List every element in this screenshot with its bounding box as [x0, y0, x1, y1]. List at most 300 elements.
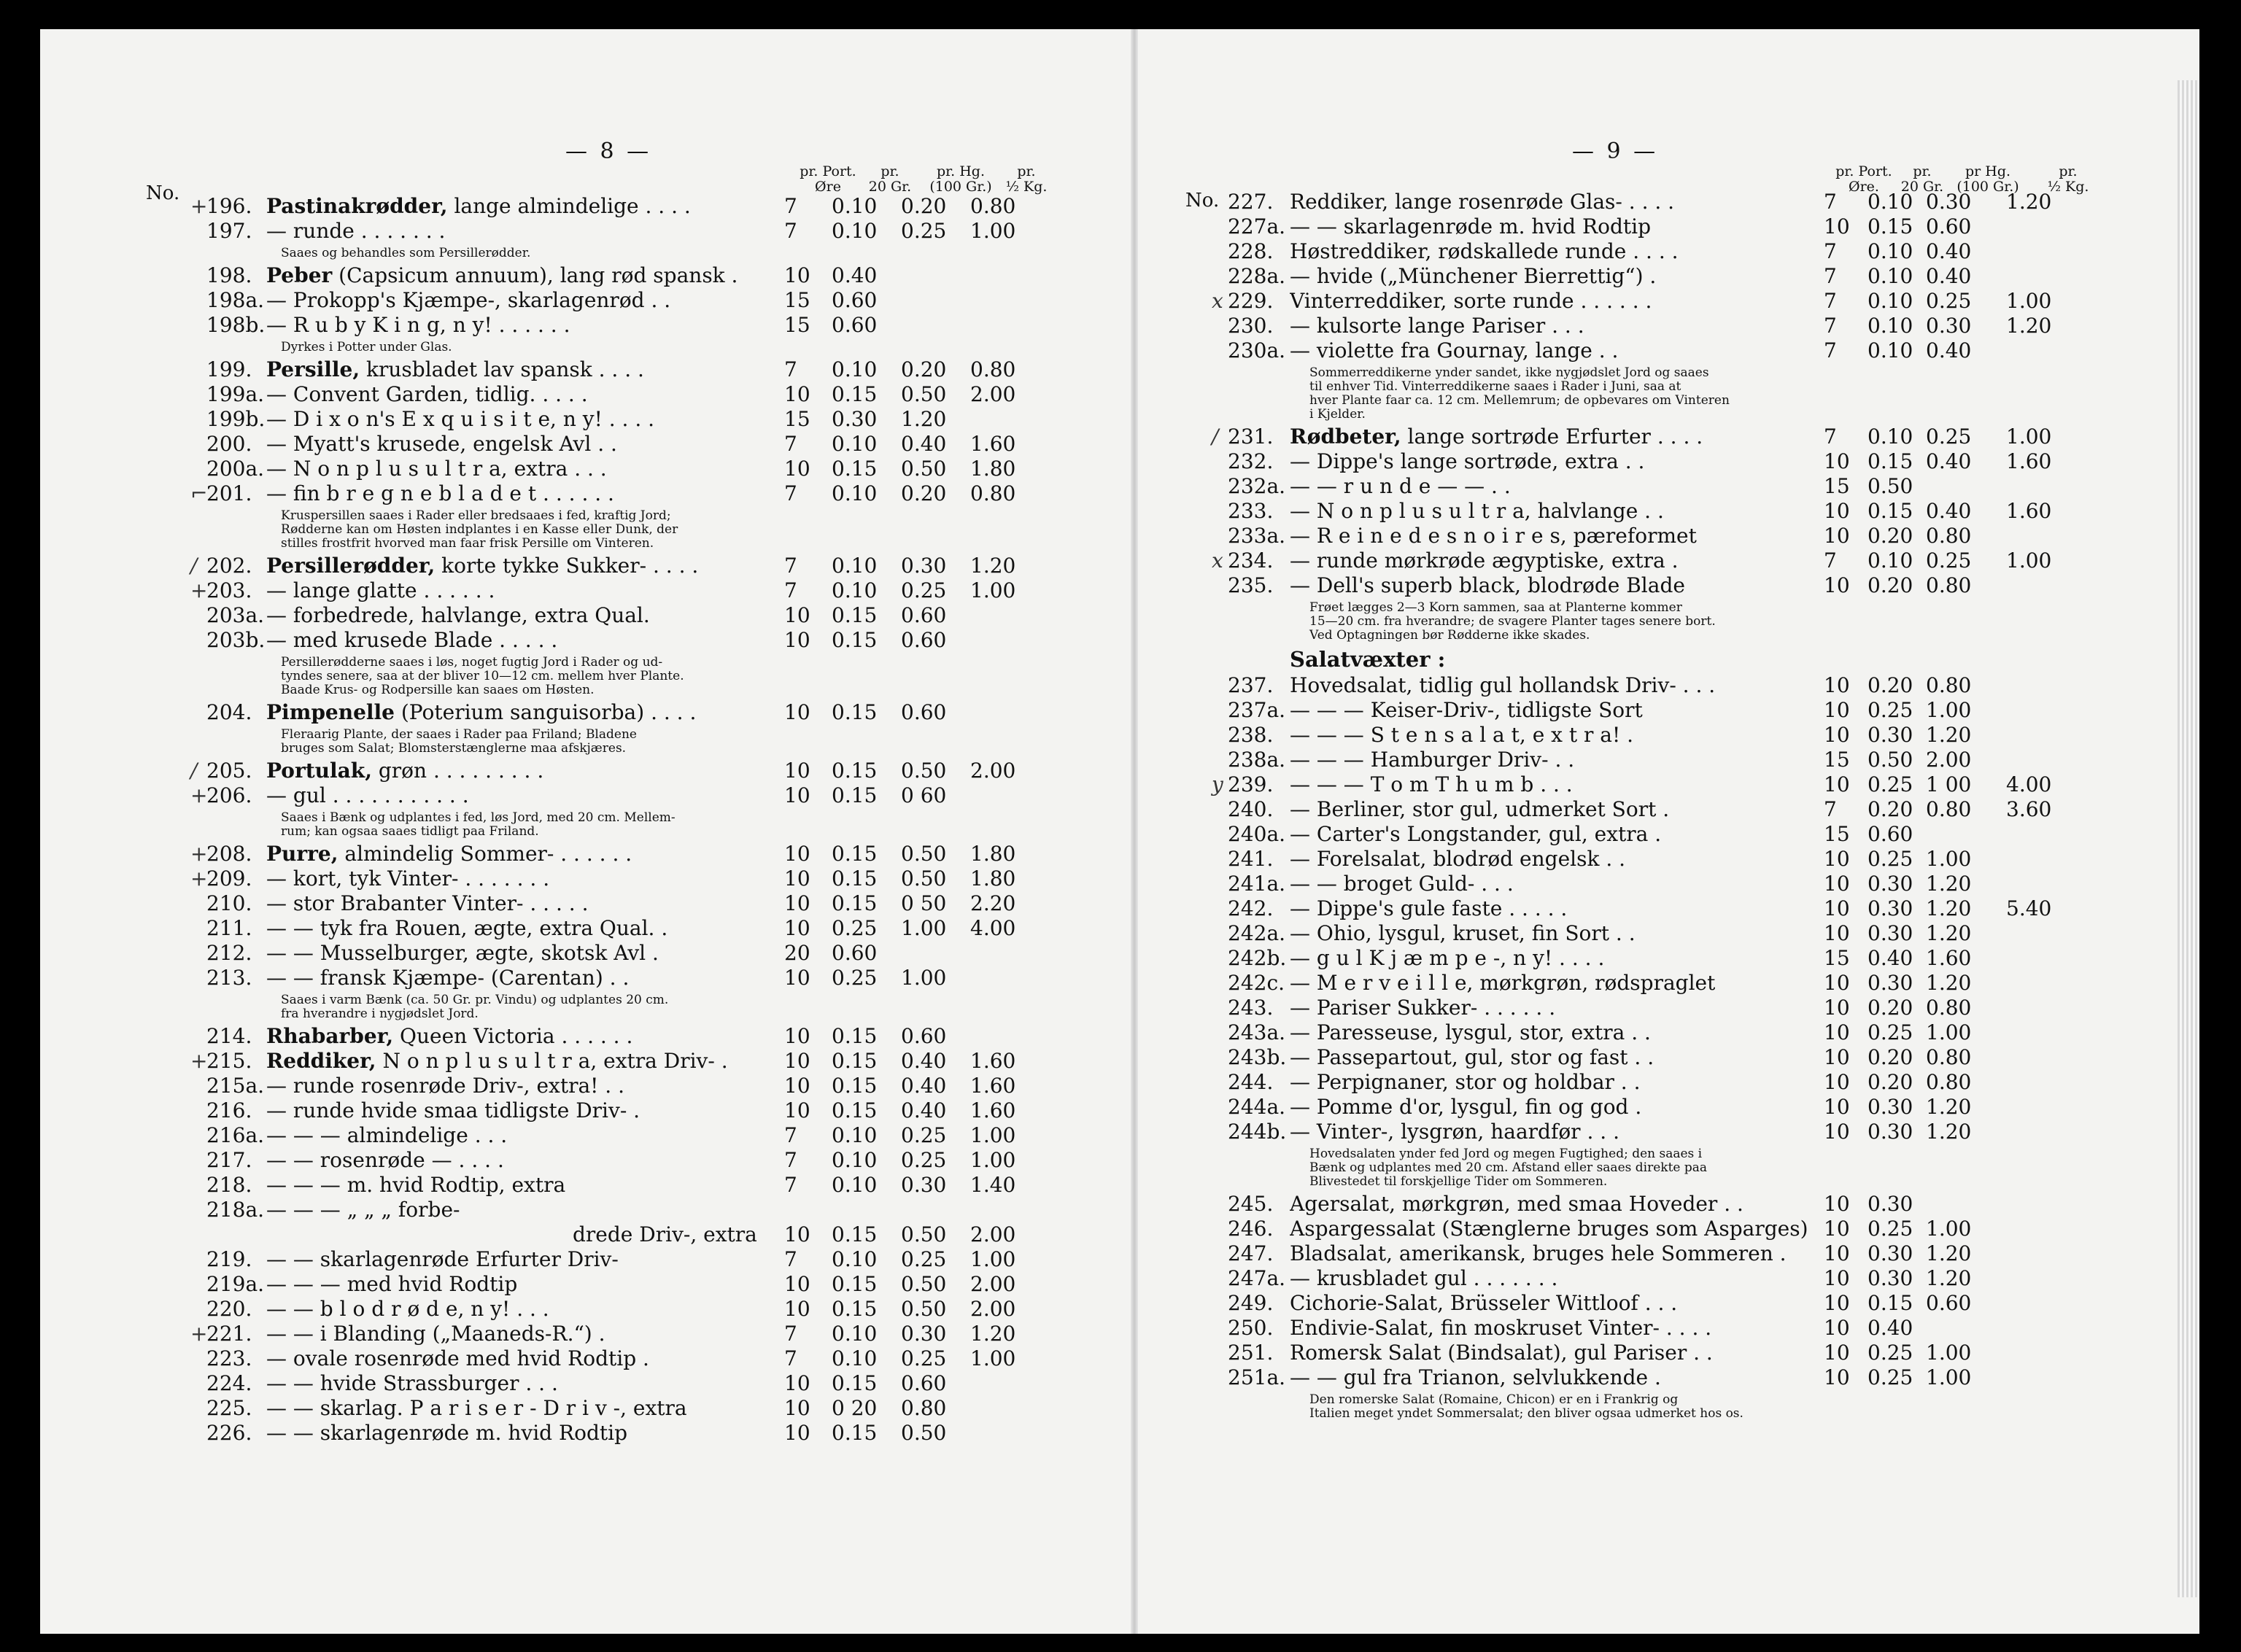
price-portion: 10 — [1824, 1020, 1850, 1044]
price-20gr: 0.40 — [1868, 1316, 1913, 1340]
item-description: Portulak, grøn . . . . . . . . . — [266, 760, 544, 782]
price-portion: 20 — [784, 941, 810, 965]
price-portion: 10 — [1824, 1095, 1850, 1119]
item-number: 198a. — [206, 288, 265, 312]
price-row — [1134, 699, 2199, 724]
item-description: Pastinakrødder, lange almindelige . . . . — [266, 195, 691, 217]
item-number: 245. — [1228, 1192, 1274, 1216]
price-list-left — [40, 195, 1134, 1447]
price-row — [1134, 873, 2199, 898]
item-description: Rødbeter, lange sortrøde Erfurter . . . . — [1290, 426, 1703, 448]
price-row — [1134, 1317, 2199, 1342]
price-portion: 7 — [1824, 264, 1837, 288]
price-halfkg: 0.80 — [970, 481, 1016, 505]
price-row — [40, 629, 1134, 654]
left-page — [40, 29, 1134, 1634]
price-20gr: 0.25 — [832, 916, 878, 940]
col-header-port: pr. Port. Øre. — [1835, 163, 1892, 195]
price-row — [40, 702, 1134, 726]
price-20gr: 0.15 — [832, 457, 878, 481]
item-number: 198b. — [206, 313, 266, 337]
price-20gr: 0.10 — [832, 432, 878, 456]
price-20gr: 0.30 — [1868, 921, 1913, 945]
item-description: — — fransk Kjæmpe- (Carentan) . . — [266, 967, 630, 989]
price-portion: 10 — [784, 891, 810, 915]
item-number: 203. — [206, 578, 252, 602]
item-number: 218a. — [206, 1198, 265, 1222]
item-number: 232a. — [1228, 474, 1286, 498]
page-edges — [2178, 80, 2199, 1597]
item-number: 243b. — [1228, 1045, 1287, 1069]
price-row — [1134, 947, 2199, 972]
price-20gr: 0.10 — [832, 1123, 878, 1147]
price-halfkg: 1.00 — [970, 578, 1016, 602]
price-halfkg: 1.00 — [970, 1247, 1016, 1271]
price-20gr: 0 20 — [832, 1396, 878, 1420]
price-hg: 0.50 — [901, 759, 947, 783]
price-portion: 7 — [784, 1148, 797, 1172]
note-line: Den romerske Salat (Romaine, Chicon) er en i Frankrig og — [1309, 1392, 1679, 1407]
item-description: — — r u n d e — — . . — [1290, 476, 1511, 497]
note-line: bruges som Salat; Blomsterstænglerne maa afskjæres. — [281, 741, 627, 756]
price-halfkg: 1.60 — [970, 1098, 1016, 1122]
price-portion: 7 — [784, 357, 797, 381]
note-line: Sommerreddikerne ynder sandet, ikke nygjødslet Jord og saaes — [1309, 365, 1709, 380]
note-line: Bænk og udplantes med 20 cm. Afstand eller saaes direkte paa — [1309, 1160, 1708, 1175]
handwritten-mark: + — [190, 842, 208, 866]
note-line: Saaes i Bænk og udplantes i fed, løs Jord, med 20 cm. Mellem- — [281, 810, 676, 825]
item-number: 246. — [1228, 1217, 1274, 1241]
item-description: Peber (Capsicum annuum), lang rød spansk . — [266, 265, 738, 287]
cultivation-note — [1309, 1392, 2199, 1425]
price-row — [40, 359, 1134, 384]
price-20gr: 0.15 — [1868, 499, 1913, 523]
price-hg: 1.20 — [1926, 1241, 1972, 1265]
price-row — [40, 1050, 1134, 1075]
price-row — [40, 1273, 1134, 1298]
item-description: — Myatt's krusede, engelsk Avl . . — [266, 433, 617, 455]
price-hg: 0.40 — [1926, 264, 1972, 288]
section-title: Salatvæxter : — [1290, 647, 1446, 672]
price-portion: 10 — [784, 1024, 810, 1048]
price-portion: 7 — [784, 554, 797, 578]
price-hg: 1.20 — [1926, 896, 1972, 920]
item-description: — hvide („Münchener Bierrettig“) . — [1290, 265, 1657, 287]
price-portion: 7 — [1824, 338, 1837, 362]
price-portion: 10 — [1824, 1045, 1850, 1069]
item-description: — — broget Guld- . . . — [1290, 873, 1514, 895]
item-description: — ovale rosenrøde med hvid Rodtip . — [266, 1348, 649, 1370]
price-halfkg: 0.80 — [970, 357, 1016, 381]
price-portion: 10 — [1824, 1070, 1850, 1094]
right-page — [1134, 29, 2199, 1634]
price-20gr: 0.10 — [832, 357, 878, 381]
price-hg: 0.40 — [901, 432, 947, 456]
item-description: — D i x o n's E x q u i s i t e, n y! . . . . — [266, 408, 655, 430]
item-name: Rødbeter, — [1290, 426, 1401, 448]
price-halfkg: 1.00 — [2006, 424, 2052, 449]
item-description: — Forelsalat, blodrød engelsk . . — [1290, 848, 1626, 870]
price-row — [1134, 575, 2199, 600]
item-name: Portulak, — [266, 760, 372, 782]
price-halfkg: 4.00 — [2006, 772, 2052, 796]
price-hg: 1 00 — [1926, 772, 1972, 796]
price-portion: 10 — [784, 759, 810, 783]
price-hg: 1.20 — [1926, 1266, 1972, 1290]
cultivation-note — [281, 992, 1134, 1025]
page-number: — 8 — — [565, 139, 652, 164]
price-20gr: 0.15 — [832, 1024, 878, 1048]
item-description: — med krusede Blade . . . . . — [266, 629, 558, 651]
item-number: 199. — [206, 357, 252, 381]
price-20gr: 0.25 — [1868, 1365, 1913, 1389]
item-number: 226. — [206, 1421, 252, 1445]
item-description: — Ohio, lysgul, kruset, fin Sort . . — [1290, 923, 1636, 945]
price-halfkg: 1.60 — [970, 432, 1016, 456]
price-20gr: 0.15 — [1868, 449, 1913, 473]
item-number: 242b. — [1228, 946, 1287, 970]
price-portion: 10 — [784, 966, 810, 990]
price-row — [1134, 1218, 2199, 1243]
handwritten-mark: + — [190, 783, 208, 807]
price-portion: 7 — [1824, 289, 1837, 313]
price-portion: 15 — [784, 288, 810, 312]
price-halfkg: 1.40 — [970, 1173, 1016, 1197]
price-row — [40, 314, 1134, 339]
price-hg: 0.80 — [901, 1396, 947, 1420]
price-20gr: 0.10 — [832, 1173, 878, 1197]
item-number: 241a. — [1228, 872, 1286, 896]
item-description: — stor Brabanter Vinter- . . . . . — [266, 893, 589, 915]
price-halfkg: 1.00 — [970, 219, 1016, 243]
price-portion: 10 — [784, 1098, 810, 1122]
price-portion: 7 — [1824, 314, 1837, 338]
item-number: 218. — [206, 1173, 252, 1197]
item-name: Reddiker, — [266, 1050, 376, 1072]
col-header-port: pr. Port. Øre — [800, 163, 856, 195]
price-portion: 10 — [784, 457, 810, 481]
note-line: Kruspersillen saaes i Rader eller bredsaaes i fed, kraftig Jord; — [281, 508, 671, 523]
item-description: Romersk Salat (Bindsalat), gul Pariser . . — [1290, 1342, 1713, 1364]
price-portion: 10 — [784, 603, 810, 627]
item-description: — gul . . . . . . . . . . . — [266, 785, 469, 807]
item-number: 215a. — [206, 1074, 265, 1098]
price-hg: 1.00 — [901, 966, 947, 990]
item-number: 229. — [1228, 289, 1274, 313]
price-portion: 10 — [1824, 673, 1850, 697]
item-description: — lange glatte . . . . . . — [266, 580, 495, 602]
item-number: 227a. — [1228, 214, 1286, 239]
price-portion: 10 — [1824, 1291, 1850, 1315]
price-row — [40, 868, 1134, 893]
price-portion: 15 — [1824, 946, 1850, 970]
price-halfkg: 1.80 — [970, 457, 1016, 481]
item-description: — Dippe's lange sortrøde, extra . . — [1290, 451, 1645, 473]
item-description: — kulsorte lange Pariser . . . — [1290, 315, 1584, 337]
price-halfkg: 1.00 — [970, 1148, 1016, 1172]
price-row — [1134, 1243, 2199, 1268]
price-row — [40, 195, 1134, 220]
price-portion: 10 — [784, 628, 810, 652]
item-number: 196. — [206, 194, 252, 218]
price-halfkg: 5.40 — [2006, 896, 2052, 920]
price-20gr: 0.15 — [832, 1421, 878, 1445]
price-halfkg: 1.00 — [2006, 289, 2052, 313]
price-row — [1134, 923, 2199, 947]
price-row — [1134, 290, 2199, 315]
price-hg: 0.20 — [901, 481, 947, 505]
item-number: 228a. — [1228, 264, 1286, 288]
handwritten-mark: y — [1212, 772, 1223, 796]
price-hg: 0.25 — [1926, 289, 1972, 313]
price-portion: 7 — [784, 1346, 797, 1370]
price-portion: 15 — [784, 407, 810, 431]
price-20gr: 0.15 — [832, 1098, 878, 1122]
price-hg: 0.80 — [1926, 996, 1972, 1020]
item-description: Vinterreddiker, sorte runde . . . . . . — [1290, 290, 1652, 312]
price-20gr: 0.30 — [1868, 1266, 1913, 1290]
price-20gr: 0.15 — [832, 1222, 878, 1246]
price-hg: 0.25 — [1926, 548, 1972, 573]
price-20gr: 0.60 — [832, 288, 878, 312]
price-row — [40, 967, 1134, 992]
catalog-spread — [40, 29, 2199, 1634]
item-description: — — tyk fra Rouen, ægte, extra Qual. . — [266, 918, 668, 939]
item-number: 238a. — [1228, 748, 1286, 772]
col-header-hg: pr Hg. (100 Gr.) — [1956, 163, 2019, 195]
cultivation-note — [281, 508, 1134, 555]
item-number: 230a. — [1228, 338, 1286, 362]
price-hg: 0.50 — [901, 1222, 947, 1246]
item-number: 220. — [206, 1297, 252, 1321]
price-hg: 0.40 — [1926, 449, 1972, 473]
price-row — [1134, 1121, 2199, 1146]
item-description: — Dell's superb black, blodrøde Blade — [1290, 575, 1685, 597]
price-portion: 15 — [784, 313, 810, 337]
price-halfkg: 2.00 — [970, 382, 1016, 406]
price-20gr: 0.20 — [1868, 797, 1913, 821]
item-description: — N o n p l u s u l t r a, halvlange . . — [1290, 500, 1664, 522]
item-number: 200a. — [206, 457, 265, 481]
cultivation-note — [281, 339, 1134, 359]
item-description: — — — almindelige . . . — [266, 1125, 508, 1147]
item-description: — runde hvide smaa tidligste Driv- . — [266, 1100, 640, 1122]
note-line: rum; kan ogsaa saaes tidligt paa Friland. — [281, 824, 539, 839]
price-portion: 10 — [1824, 1316, 1850, 1340]
price-hg: 1.20 — [901, 407, 947, 431]
price-portion: 7 — [784, 194, 797, 218]
price-portion: 10 — [784, 263, 810, 287]
price-row — [40, 1199, 1134, 1224]
price-hg: 0.50 — [901, 1297, 947, 1321]
price-row — [1134, 241, 2199, 265]
price-row — [1134, 1022, 2199, 1047]
item-description: — — rosenrøde — . . . . — [266, 1149, 504, 1171]
price-portion: 10 — [784, 866, 810, 891]
item-description: — — — med hvid Rodtip — [266, 1273, 518, 1295]
price-20gr: 0.10 — [832, 554, 878, 578]
item-number: 214. — [206, 1024, 252, 1048]
price-row — [40, 1298, 1134, 1323]
price-20gr: 0.10 — [832, 481, 878, 505]
price-20gr: 0.10 — [1868, 239, 1913, 263]
item-number: 216. — [206, 1098, 252, 1122]
price-halfkg: 1.20 — [970, 1322, 1016, 1346]
price-portion: 10 — [784, 382, 810, 406]
price-portion: 10 — [784, 1421, 810, 1445]
price-row — [1134, 1096, 2199, 1121]
price-portion: 7 — [1824, 190, 1837, 214]
price-portion: 10 — [784, 916, 810, 940]
price-row — [1134, 724, 2199, 749]
price-portion: 10 — [1824, 1120, 1850, 1144]
item-number: 244a. — [1228, 1095, 1286, 1119]
cultivation-note — [281, 245, 1134, 265]
handwritten-mark: + — [190, 1049, 208, 1073]
price-20gr: 0.10 — [1868, 314, 1913, 338]
handwritten-mark: x — [1212, 289, 1223, 313]
price-hg: 0.25 — [901, 1346, 947, 1370]
price-hg: 0.80 — [1926, 524, 1972, 548]
item-number: 210. — [206, 891, 252, 915]
price-20gr: 0.15 — [832, 1371, 878, 1395]
price-hg: 1.00 — [1926, 1341, 1972, 1365]
item-name: Purre, — [266, 843, 338, 865]
price-portion: 10 — [784, 783, 810, 807]
price-halfkg: 1.20 — [2006, 190, 2052, 214]
price-halfkg: 3.60 — [2006, 797, 2052, 821]
price-portion: 10 — [1824, 698, 1850, 722]
price-20gr: 0.20 — [1868, 1045, 1913, 1069]
item-name: Pimpenelle — [266, 702, 395, 724]
price-row — [40, 1249, 1134, 1273]
item-number: 233a. — [1228, 524, 1286, 548]
price-row — [40, 843, 1134, 868]
price-20gr: 0.20 — [1868, 524, 1913, 548]
col-header-halfkg: pr. ½ Kg. — [2047, 163, 2089, 195]
price-row — [40, 580, 1134, 605]
price-hg: 0.80 — [1926, 673, 1972, 697]
price-hg: 1.20 — [1926, 921, 1972, 945]
price-hg: 0.40 — [901, 1098, 947, 1122]
price-portion: 10 — [784, 1222, 810, 1246]
item-description: Purre, almindelig Sommer- . . . . . . — [266, 843, 632, 865]
item-description: — — — m. hvid Rodtip, extra — [266, 1174, 566, 1196]
price-20gr: 0.10 — [1868, 289, 1913, 313]
item-number: 224. — [206, 1371, 252, 1395]
item-description: — Paresseuse, lysgul, stor, extra . . — [1290, 1022, 1651, 1044]
price-20gr: 0.25 — [1868, 1341, 1913, 1365]
item-number: 211. — [206, 916, 252, 940]
item-description: — — — S t e n s a l a t, e x t r a! . — [1290, 724, 1634, 746]
price-row — [1134, 997, 2199, 1022]
price-row — [40, 605, 1134, 629]
item-number: 217. — [206, 1148, 252, 1172]
note-line: tyndes senere, saa at der bliver 10—12 cm. mellem hver Plante. — [281, 669, 684, 683]
item-description: Persillerødder, korte tykke Sukker- . . . . — [266, 555, 699, 577]
price-row — [40, 483, 1134, 508]
price-portion: 10 — [1824, 1266, 1850, 1290]
price-portion: 10 — [784, 1396, 810, 1420]
price-20gr: 0.15 — [832, 382, 878, 406]
price-20gr: 0.15 — [832, 1049, 878, 1073]
item-number: 242c. — [1228, 971, 1285, 995]
price-20gr: 0.40 — [1868, 946, 1913, 970]
item-description: — — — Keiser-Driv-, tidligste Sort — [1290, 699, 1643, 721]
price-20gr: 0.15 — [1868, 214, 1913, 239]
item-number: 215. — [206, 1049, 252, 1073]
price-row — [1134, 1342, 2199, 1367]
price-row — [40, 458, 1134, 483]
price-hg: 1.20 — [1926, 1120, 1972, 1144]
price-portion: 7 — [784, 578, 797, 602]
item-name: Rhabarber, — [266, 1025, 394, 1047]
note-line: Hovedsalaten ynder fed Jord og megen Fugtighed; den saaes i — [1309, 1147, 1703, 1161]
price-20gr: 0.10 — [1868, 190, 1913, 214]
price-halfkg: 1.20 — [970, 554, 1016, 578]
item-description: — Convent Garden, tidlig. . . . . — [266, 384, 588, 406]
item-number: 241. — [1228, 847, 1274, 871]
price-20gr: 0.10 — [1868, 548, 1913, 573]
price-hg: 0.30 — [901, 554, 947, 578]
item-number: 238. — [1228, 723, 1274, 747]
price-row — [1134, 675, 2199, 699]
price-20gr: 0.30 — [1868, 872, 1913, 896]
price-20gr: 0.30 — [1868, 971, 1913, 995]
handwritten-mark: + — [190, 1322, 208, 1346]
price-20gr: 0.10 — [832, 1322, 878, 1346]
item-description: — Berliner, stor gul, udmerket Sort . — [1290, 799, 1670, 821]
price-portion: 7 — [784, 432, 797, 456]
price-portion: 7 — [1824, 424, 1837, 449]
price-row — [40, 760, 1134, 785]
item-description: — N o n p l u s u l t r a, extra . . . — [266, 458, 607, 480]
item-number: 243. — [1228, 996, 1274, 1020]
item-number: 204. — [206, 700, 252, 724]
item-description: — runde mørkrøde ægyptiske, extra . — [1290, 550, 1679, 572]
item-description: — runde rosenrøde Driv-, extra! . . — [266, 1075, 625, 1097]
no-label: No. — [146, 182, 180, 204]
price-row — [40, 1323, 1134, 1348]
item-name: Persille, — [266, 359, 360, 381]
item-number: 225. — [206, 1396, 252, 1420]
price-20gr: 0.15 — [832, 603, 878, 627]
price-halfkg: 1.00 — [970, 1346, 1016, 1370]
cultivation-note — [281, 726, 1134, 760]
handwritten-mark: + — [190, 578, 208, 602]
price-halfkg: 4.00 — [970, 916, 1016, 940]
item-description: — — b l o d r ø d e, n y! . . . — [266, 1298, 549, 1320]
price-hg: 1.20 — [1926, 971, 1972, 995]
price-hg: 1.00 — [1926, 698, 1972, 722]
item-number: 219. — [206, 1247, 252, 1271]
handwritten-mark: / — [190, 554, 198, 578]
item-description: — M e r v e i l l e, mørkgrøn, rødspraglet — [1290, 972, 1716, 994]
price-row — [1134, 426, 2199, 451]
item-number: 201. — [206, 481, 252, 505]
price-portion: 7 — [784, 1322, 797, 1346]
price-halfkg: 0.80 — [970, 194, 1016, 218]
item-description: Pimpenelle (Poterium sanguisorba) . . . . — [266, 702, 697, 724]
cultivation-note — [281, 810, 1134, 843]
note-line: Fleraarig Plante, der saaes i Rader paa Friland; Bladene — [281, 727, 637, 742]
price-20gr: 0.10 — [832, 1346, 878, 1370]
item-number: 233. — [1228, 499, 1274, 523]
price-portion: 10 — [1824, 573, 1850, 597]
price-hg: 0.40 — [1926, 338, 1972, 362]
price-20gr: 0.30 — [1868, 896, 1913, 920]
price-hg: 0.80 — [1926, 1045, 1972, 1069]
